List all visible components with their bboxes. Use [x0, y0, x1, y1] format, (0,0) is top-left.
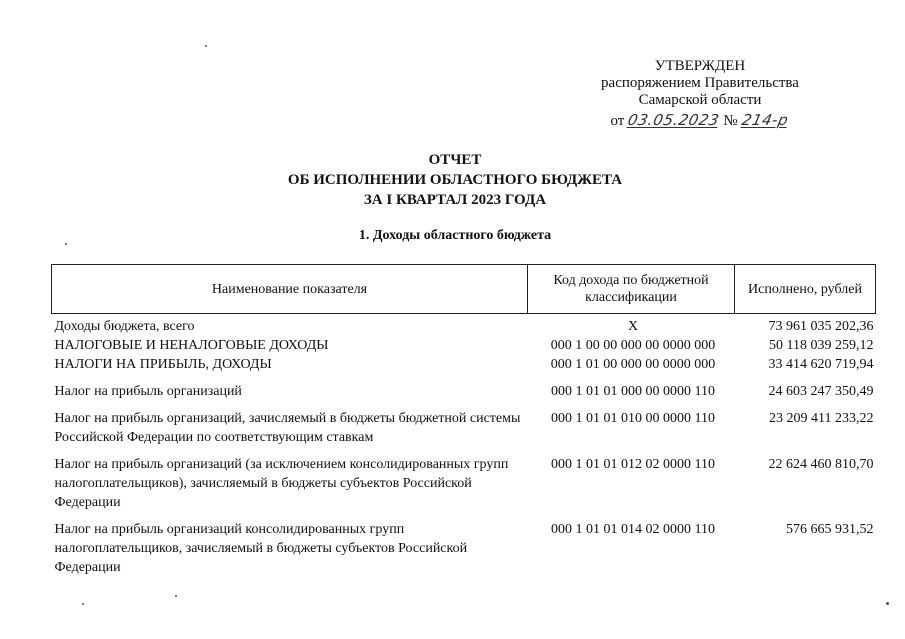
row-code: X: [627, 319, 639, 334]
row-code: 000 1 01 00 000 00 0000 000: [550, 357, 716, 372]
scan-speck: [175, 595, 177, 597]
table-row: [52, 314, 876, 337]
row-name: Налог на прибыль организаций консолидированных групп налогоплательщиков, зачисляемый в бюджеты субъектов Российской Федерации: [54, 522, 468, 575]
report-title: [0, 150, 905, 210]
row-amount: 24 603 247 350,49: [768, 384, 874, 399]
table-header-row: [52, 265, 876, 314]
row-name: Налог на прибыль организаций (за исключением консолидированных групп налогоплательщиков), зачисляемый в бюджеты субъектов Российской Федерации: [54, 457, 509, 510]
approval-heading: УТВЕРЖДЕН: [654, 58, 746, 74]
row-amount: 23 209 411 233,22: [769, 411, 874, 426]
row-amount: 33 414 620 719,94: [768, 357, 874, 372]
row-amount: 576 665 931,52: [786, 522, 874, 537]
row-amount: 22 624 460 810,70: [768, 457, 874, 472]
approval-issuer-line1: распоряжением Правительства: [601, 75, 799, 91]
date-prefix: от: [610, 113, 625, 129]
table-row: [52, 447, 876, 512]
report-title-line3: ЗА I КВАРТАЛ 2023 ГОДА: [363, 192, 547, 208]
table-row: [52, 512, 876, 577]
row-amount: 50 118 039 259,12: [769, 338, 874, 353]
row-name: НАЛОГОВЫЕ И НЕНАЛОГОВЫЕ ДОХОДЫ: [54, 338, 329, 353]
approval-block: [560, 58, 840, 130]
revenue-table: [51, 264, 876, 577]
table-row: [52, 336, 876, 355]
number-prefix: №: [723, 113, 738, 129]
row-name: Налог на прибыль организаций, зачисляемый в бюджеты бюджетной системы Российской Федерации по соответствующим ставкам: [54, 411, 521, 445]
row-code: 000 1 01 01 000 00 0000 110: [551, 384, 715, 399]
scan-speck: [886, 602, 889, 605]
revenue-table-container: [51, 264, 875, 577]
handwritten-date: 03.05.2023: [626, 111, 722, 129]
row-code: 000 1 01 01 012 02 0000 110: [551, 457, 715, 472]
scan-speck: [205, 45, 207, 47]
row-code: 000 1 01 01 014 02 0000 110: [551, 522, 715, 537]
scan-speck: [82, 603, 84, 605]
row-name: Налог на прибыль организаций: [54, 384, 242, 399]
row-code: 000 1 00 00 000 00 0000 000: [550, 338, 716, 353]
table-row: [52, 401, 876, 447]
header-amount: Исполнено, рублей: [735, 265, 876, 314]
row-name: Доходы бюджета, всего: [54, 319, 195, 334]
row-amount: 73 961 035 202,36: [768, 319, 874, 334]
row-name: НАЛОГИ НА ПРИБЫЛЬ, ДОХОДЫ: [54, 357, 272, 372]
row-code: 000 1 01 01 010 00 0000 110: [551, 411, 715, 426]
scan-speck: [65, 243, 67, 245]
header-code: Код дохода по бюджетной классификации: [528, 265, 735, 314]
section-title: 1. Доходы областного бюджета: [358, 228, 552, 243]
table-row: [52, 374, 876, 401]
approval-issuer-line2: Самарской области: [638, 92, 762, 108]
header-name: Наименование показателя: [52, 265, 528, 314]
report-title-line2: ОБ ИСПОЛНЕНИИ ОБЛАСТНОГО БЮДЖЕТА: [287, 172, 623, 188]
approval-date-line: [560, 112, 840, 130]
handwritten-number: 214-р: [739, 111, 790, 129]
report-title-line1: ОТЧЕТ: [428, 152, 482, 168]
table-row: [52, 355, 876, 374]
